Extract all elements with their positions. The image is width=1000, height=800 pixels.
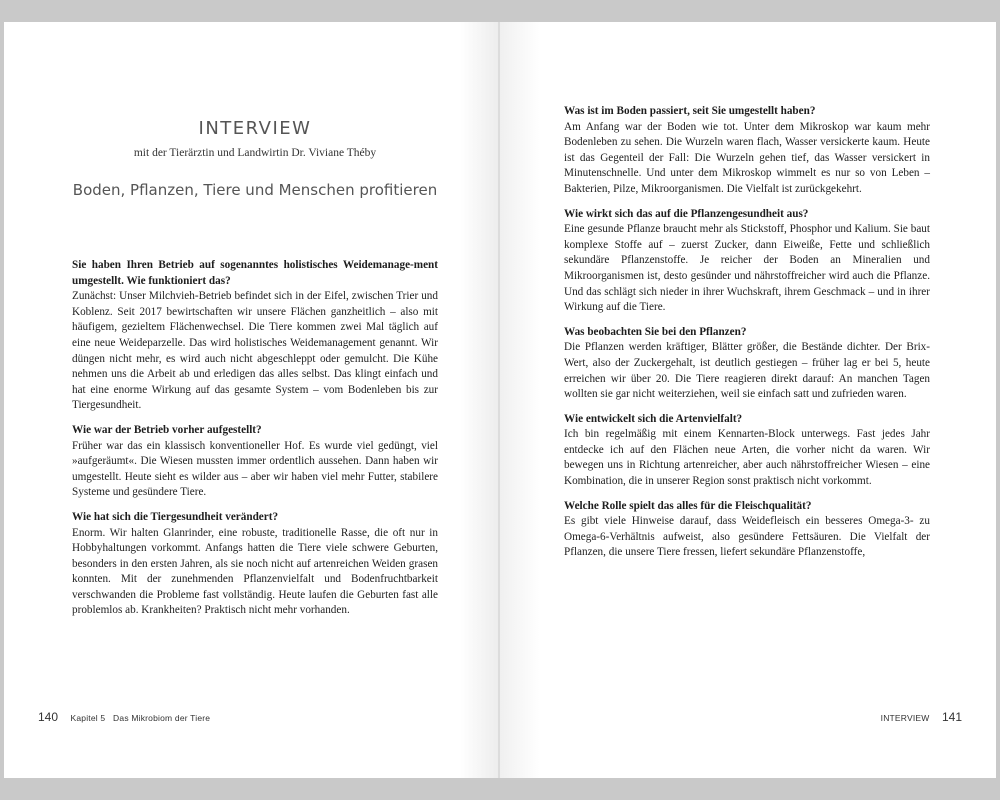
answer: Enorm. Wir halten Glanrinder, eine robuste, traditionelle Rasse, die oft nur in Hobbyhaltungen vorkommt. Anfangs hatten die Tiere viele schwere Geburten, besonders in den ersten Jahren, als sie noch nicht auf artenreichen Weiden grasen konnten. Mit der zunehmenden Pflanzenvielfalt und Bodenfruchtbarkeit verschwanden die Probleme fast vollständig. Heute laufen die Geburten fast alle problemlos ab. Krankheiten? Praktisch nicht mehr vorhanden.	[72, 526, 438, 617]
left-page	[4, 22, 500, 778]
left-text-column	[72, 258, 438, 619]
right-text-column	[564, 104, 930, 561]
section-subtitle: mit der Tierärztin und Landwirtin Dr. Viviane Théby	[133, 147, 377, 159]
question: Wie war der Betrieb vorher aufgestellt?	[72, 423, 262, 436]
answer: Die Pflanzen werden kräftiger, Blätter größer, die Bestände dichter. Der Brix-Wert, also der Zuckergehalt, ist deutlich gestiegen – früher lag er bei 5, heute erreichen wir über 20. Die Tiere reagieren direkt darauf: An manchen Tagen wollten sie gar nicht weiterziehen, weil sie einfach satt und zufrieden waren.	[564, 341, 930, 401]
question: Was ist im Boden passiert, seit Sie umgestellt haben?	[564, 105, 816, 117]
running-head: Kapitel 5 Das Mikrobiom der Tiere	[70, 713, 211, 723]
answer: Früher war das ein klassisch konventioneller Hof. Es wurde viel gedüngt, viel »aufgeräumt«. Die Wiesen mussten immer ordentlich aussehen. Dann haben wir umgestellt. Heute sieht es wilder aus – aber wir haben viel mehr Futter, stabilere Systeme und gesündere Tiere.	[72, 439, 438, 499]
left-folio	[38, 708, 210, 726]
answer: Es gibt viele Hinweise darauf, dass Weidefleisch ein besseres Omega-3- zu Omega-6-Verhältnis aufweist, also gesündere Fettsäuren. Die Vielfalt der Pflanzen, die unsere Tiere fressen, liefert sekundäre Pflanzenstoffe,	[564, 515, 930, 559]
section-title: INTERVIEW	[198, 118, 312, 139]
running-head: INTERVIEW	[880, 713, 930, 723]
answer: Am Anfang war der Boden wie tot. Unter dem Mikroskop war kaum mehr Bodenleben zu sehen. Die Wurzeln waren flach, Wasser versickerte kaum. Heute ist das Gegenteil der Fall: Die Wurzeln gehen tief, das Wasser versickert in Minutenschnelle. Und unter dem Mikroskop wimmelt es nur so von Leben – Bakterien, Pilze, Mikroorganismen. Die Vielfalt ist zurückgekehrt.	[564, 120, 930, 195]
question: Welche Rolle spielt das alles für die Fleischqualität?	[564, 499, 812, 512]
answer: Ich bin regelmäßig mit einem Kennarten-Block unterwegs. Fast jedes Jahr entdecke ich auf den Flächen neue Arten, die vorher nicht da waren. Wir bewegen uns in Richtung artenreicher, aber auch nährstoffreicher Wiesen – eine Kombination, die in unserer Region sonst praktisch nicht vorkommt.	[564, 428, 930, 488]
book-spread	[4, 22, 996, 778]
right-page	[500, 22, 996, 778]
page-number: 140	[38, 710, 59, 724]
answer: Zunächst: Unser Milchvieh-Betrieb befindet sich in der Eifel, zwischen Trier und Koblenz. Seit 2017 bewirtschaften wir unsere Flächen ganzheitlich – also mit häufigem, gezieltem Flächenwechsel. Die Tiere kommen zwei Mal täglich auf eine neue Weideparzelle. Das wird holistisches Weidemanagement genannt. Wir düngen nicht mehr, es wird auch nicht abgeschleppt oder gemulcht. Die Kühe nehmen uns die Arbeit ab und erledigen das alles selbst. Das klingt einfach und hat eine enorme Wirkung auf das gesamte System – vom Bodenleben bis zur Tiergesundheit.	[72, 290, 438, 412]
page-number: 141	[941, 710, 962, 724]
answer: Eine gesunde Pflanze braucht mehr als Stickstoff, Phosphor und Kalium. Sie baut komplexe Stoffe auf – zuerst Zucker, dann Eiweiße, Fette und schließlich sekundäre Pflanzenstoffe. Je reicher der Boden an Mineralien und Mikroorganismen ist, desto gesünder und nährstoffreicher wird auch die Pflanze. Und das schlägt sich nieder in ihrer Wuchskraft, ihrem Geschmack – und in ihrer Wirkung auf die Tiere.	[564, 223, 930, 314]
question: Wie hat sich die Tiergesundheit verändert?	[72, 510, 279, 523]
question: Sie haben Ihren Betrieb auf sogenanntes holistisches Weidemanage-ment umgestellt. Wie funktioniert das?	[72, 259, 438, 287]
question: Was beobachten Sie bei den Pflanzen?	[564, 325, 747, 338]
question: Wie wirkt sich das auf die Pflanzengesundheit aus?	[564, 207, 809, 220]
question: Wie entwickelt sich die Artenvielfalt?	[564, 412, 743, 425]
interview-headline: Boden, Pflanzen, Tiere und Menschen profitieren	[72, 181, 438, 199]
right-folio	[881, 708, 962, 726]
